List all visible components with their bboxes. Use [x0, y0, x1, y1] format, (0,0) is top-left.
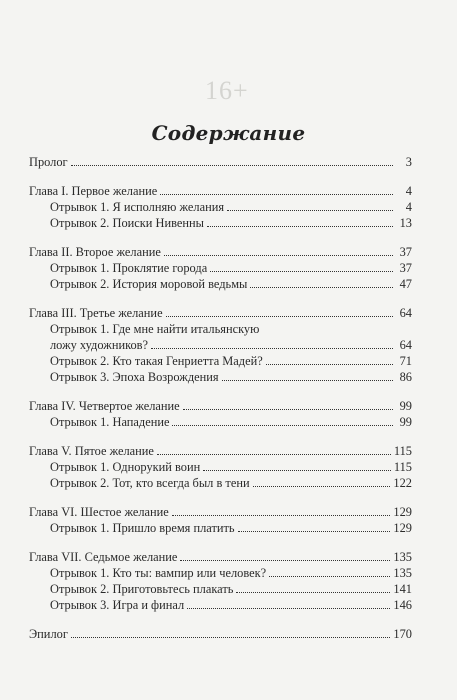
toc-section-entry: [29, 199, 412, 215]
toc-entry-title: Отрывок 2. Поиски Нивенны: [50, 216, 204, 230]
toc-chapter-entry: [29, 398, 412, 414]
toc-dot-leader: [160, 194, 393, 195]
toc-page-number: 146: [393, 598, 412, 612]
toc-page-number: 13: [399, 216, 412, 230]
toc-chapter-entry: [29, 305, 412, 321]
toc-page-number: 99: [399, 399, 412, 413]
toc-page-number: 64: [399, 338, 412, 352]
toc-chapter-entry: [29, 504, 412, 520]
toc-page-number: 129: [393, 505, 412, 519]
toc-gap: [29, 491, 412, 504]
toc-dot-leader: [238, 531, 391, 532]
toc-entry-title: Глава I. Первое желание: [29, 184, 158, 198]
toc-entry-title: Отрывок 1. Однорукий воин: [50, 460, 201, 474]
toc-entry-title: ложу художников?: [50, 338, 149, 352]
page-title: Содержание: [151, 121, 306, 145]
toc-page-number: 122: [393, 476, 412, 490]
toc-dot-leader: [250, 287, 393, 288]
toc-dot-leader: [227, 210, 393, 211]
toc-entry-title: Отрывок 2. История моровой ведьмы: [50, 277, 248, 291]
toc-dot-leader: [180, 560, 390, 561]
show-through-age-mark: 16+: [205, 76, 249, 105]
toc-section-entry: [29, 353, 412, 369]
toc-section-entry: [29, 215, 412, 231]
toc-entry-title: Отрывок 3. Игра и финал: [50, 598, 185, 612]
toc-page-number: 141: [393, 582, 412, 596]
toc-dot-leader: [187, 608, 390, 609]
toc-entry-title: Глава VII. Седьмое желание: [29, 550, 178, 564]
toc-gap: [29, 536, 412, 549]
toc-section-entry: [29, 597, 412, 613]
toc-dot-leader: [151, 348, 393, 349]
toc-page-number: 47: [399, 277, 412, 291]
toc-entry-title: Пролог: [29, 155, 68, 169]
toc-page-number: 4: [405, 184, 412, 198]
toc-gap: [29, 613, 412, 626]
toc-entry-title: Глава IV. Четвертое желание: [29, 399, 180, 413]
toc-section-entry: [29, 414, 412, 430]
toc-page-number: 115: [393, 444, 412, 458]
toc-section-entry: [29, 369, 412, 385]
toc-section-entry: [29, 321, 412, 337]
toc-page-number: 37: [399, 245, 412, 259]
toc-gap: [29, 292, 412, 305]
toc-dot-leader: [164, 255, 393, 256]
toc-entry-title: Отрывок 1. Я исполняю желания: [50, 200, 225, 214]
toc-section-entry: [29, 337, 412, 353]
toc-page-number: 86: [399, 370, 412, 384]
toc-section-entry: [29, 276, 412, 292]
toc-dot-leader: [269, 576, 390, 577]
toc-dot-leader: [172, 425, 393, 426]
toc-entry-title: Глава V. Пятое желание: [29, 444, 154, 458]
toc-page-number: 71: [399, 354, 412, 368]
toc-page-number: 4: [405, 200, 412, 214]
toc-dot-leader: [166, 316, 393, 317]
toc-entry-title: Глава II. Второе желание: [29, 245, 161, 259]
toc-chapter-entry: [29, 549, 412, 565]
toc-section-entry: [29, 565, 412, 581]
toc-entry-title: Отрывок 3. Эпоха Возрождения: [50, 370, 219, 384]
toc-page-number: 3: [405, 155, 412, 169]
toc-entry-title: Отрывок 2. Приготовьтесь плакать: [50, 582, 234, 596]
toc-page-number: 115: [393, 460, 412, 474]
toc-entry-title: Отрывок 1. Пришло время платить: [50, 521, 235, 535]
toc-section-entry: [29, 520, 412, 536]
toc-dot-leader: [266, 364, 393, 365]
toc-entry-title: Отрывок 2. Тот, кто всегда был в тени: [50, 476, 250, 490]
toc-dot-leader: [172, 515, 391, 516]
toc-entry-title: Отрывок 1. Кто ты: вампир или человек?: [50, 566, 267, 580]
toc-page-number: 129: [393, 521, 412, 535]
toc-section-entry: [29, 581, 412, 597]
toc-dot-leader: [222, 380, 393, 381]
toc-page-number: 64: [399, 306, 412, 320]
toc-entry-title: Отрывок 1. Проклятие города: [50, 261, 208, 275]
toc-entry-title: Отрывок 2. Кто такая Генриетта Мадей?: [50, 354, 263, 368]
toc-gap: [29, 231, 412, 244]
toc-dot-leader: [71, 165, 393, 166]
toc-dot-leader: [253, 486, 391, 487]
toc-page-number: 170: [393, 627, 412, 641]
toc-page-number: 37: [399, 261, 412, 275]
toc-page-number: 99: [399, 415, 412, 429]
toc-entry-title: Отрывок 1. Где мне найти итальянскую: [50, 322, 260, 336]
toc-gap: [29, 430, 412, 443]
toc-section-entry: [29, 459, 412, 475]
toc-dot-leader: [236, 592, 390, 593]
toc-gap: [29, 385, 412, 398]
toc-dot-leader: [203, 470, 391, 471]
toc-chapter-entry: [29, 443, 412, 459]
toc-chapter-entry: [29, 626, 412, 642]
toc-entry-title: Глава III. Третье желание: [29, 306, 163, 320]
toc-gap: [29, 170, 412, 183]
toc-chapter-entry: [29, 154, 412, 170]
toc-dot-leader: [157, 454, 391, 455]
toc-chapter-entry: [29, 183, 412, 199]
toc-entry-title: Отрывок 1. Нападение: [50, 415, 170, 429]
toc-dot-leader: [71, 637, 391, 638]
toc-dot-leader: [183, 409, 393, 410]
table-of-contents: [29, 154, 412, 642]
toc-section-entry: [29, 260, 412, 276]
toc-page-number: 135: [393, 566, 412, 580]
toc-entry-title: Эпилог: [29, 627, 68, 641]
toc-dot-leader: [210, 271, 393, 272]
toc-chapter-entry: [29, 244, 412, 260]
toc-entry-title: Глава VI. Шестое желание: [29, 505, 169, 519]
toc-section-entry: [29, 475, 412, 491]
toc-page-number: 135: [393, 550, 412, 564]
toc-dot-leader: [207, 226, 393, 227]
